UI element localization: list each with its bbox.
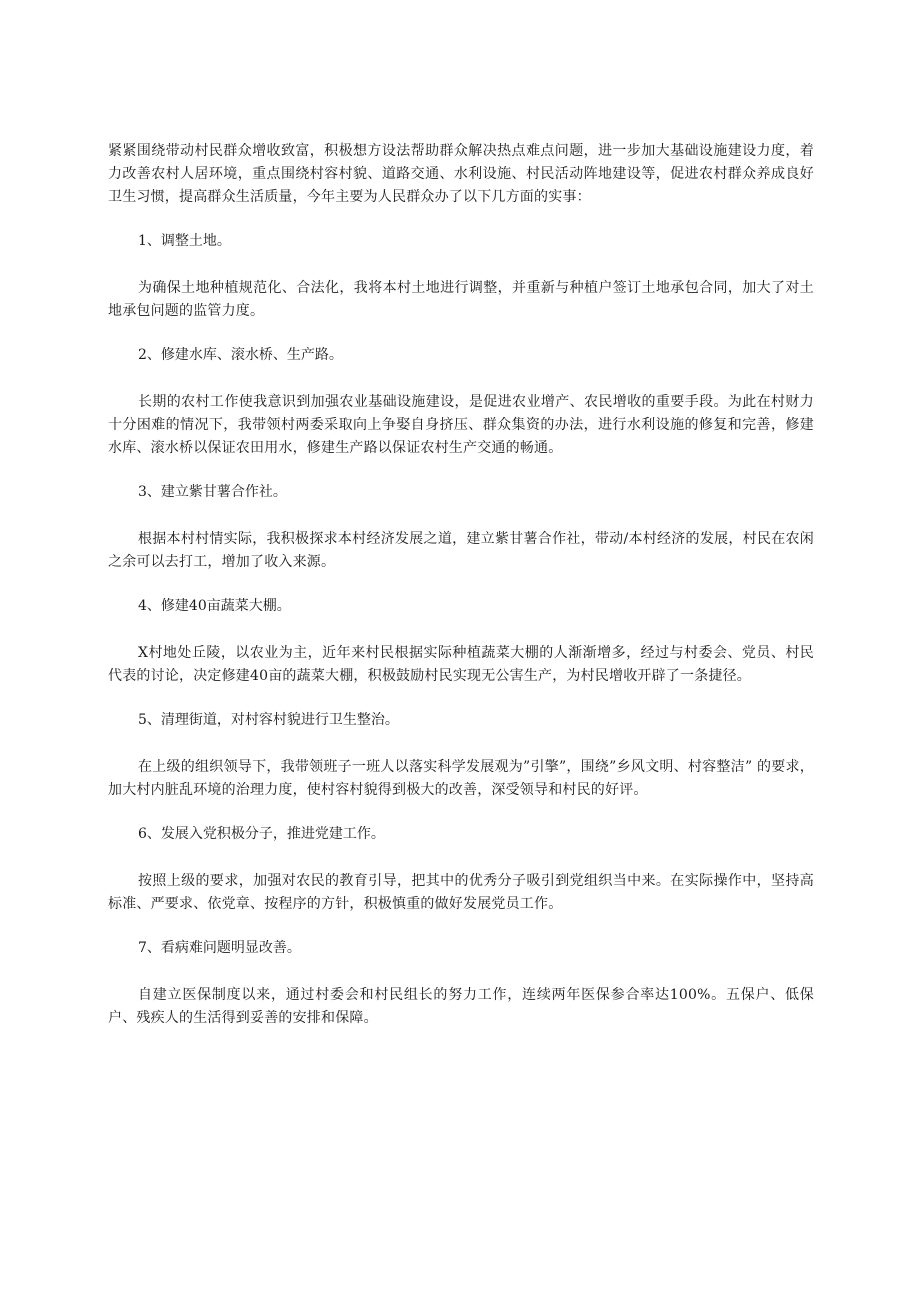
document-page xyxy=(108,140,814,1030)
section-heading-3: 3、建立紫甘薯合作社。 xyxy=(138,484,287,500)
section-body-4: X村地处丘陵，以农业为主，近年来村民根据实际种植蔬菜大棚的人渐渐增多，经过与村委会、党员、村民代表的讨论，决定修建40亩的蔬菜大棚，积极鼓励村民实现无公害生产，为村民增收开辟了一条捷径。 xyxy=(108,645,814,684)
section-body-1: 为确保土地种植规范化、合法化，我将本村土地进行调整，并重新与种植户签订土地承包合同，加大了对土地承包问题的监管力度。 xyxy=(108,280,814,319)
section-heading-1: 1、调整土地。 xyxy=(138,233,231,249)
section-body-2: 长期的农村工作使我意识到加强农业基础设施建设，是促进农业增产、农民增收的重要手段。为此在村财力十分困难的情况下，我带领村两委采取向上争娶自身挤压、群众集资的办法，进行水利设施的修复和完善，修建水库、滚水桥以保证农田用水，修建生产路以保证农村生产交通的畅通。 xyxy=(108,394,814,456)
section-body-5: 在上级的组织领导下，我带领班子一班人以落实科学发展观为”引擎”，围绕”乡风文明、村容整洁” 的要求，加大村内脏乱环境的治理力度，使村容村貌得到极大的改善，深受领导和村民的好评。 xyxy=(108,759,814,798)
section-heading-4: 4、修建40亩蔬菜大棚。 xyxy=(138,598,291,614)
section-body-3: 根据本村村情实际，我积极探求本村经济发展之道，建立紫甘薯合作社，带动/本村经济的发展，村民在农闲之余可以去打工，增加了收入来源。 xyxy=(108,531,814,570)
section-heading-2: 2、修建水库、滚水桥、生产路。 xyxy=(138,347,343,363)
intro-paragraph: 紧紧围绕带动村民群众增收致富，积极想方设法帮助群众解决热点难点问题，进一步加大基础设施建设力度，着力改善农村人居环境，重点围绕村容村貌、道路交通、水利设施、村民活动阵地建设等，促进农村群众养成良好卫生习惯，提高群众生活质量，今年主要为人民群众办了以下几方面的实事： xyxy=(108,143,814,205)
section-heading-6: 6、发展入党积极分子，推进党建工作。 xyxy=(138,826,385,842)
section-body-6: 按照上级的要求，加强对农民的教育引导，把其中的优秀分子吸引到党组织当中来。在实际操作中，坚持高标准、严要求、依党章、按程序的方针，积极慎重的做好发展党员工作。 xyxy=(108,873,814,912)
section-heading-7: 7、看病难问题明显改善。 xyxy=(138,940,301,956)
section-heading-5: 5、清理街道，对村容村貌进行卫生整治。 xyxy=(138,712,399,728)
section-body-7: 自建立医保制度以来，通过村委会和村民组长的努力工作，连续两年医保参合率达100%。五保户、低保户、残疾人的生活得到妥善的安排和保障。 xyxy=(108,987,814,1026)
